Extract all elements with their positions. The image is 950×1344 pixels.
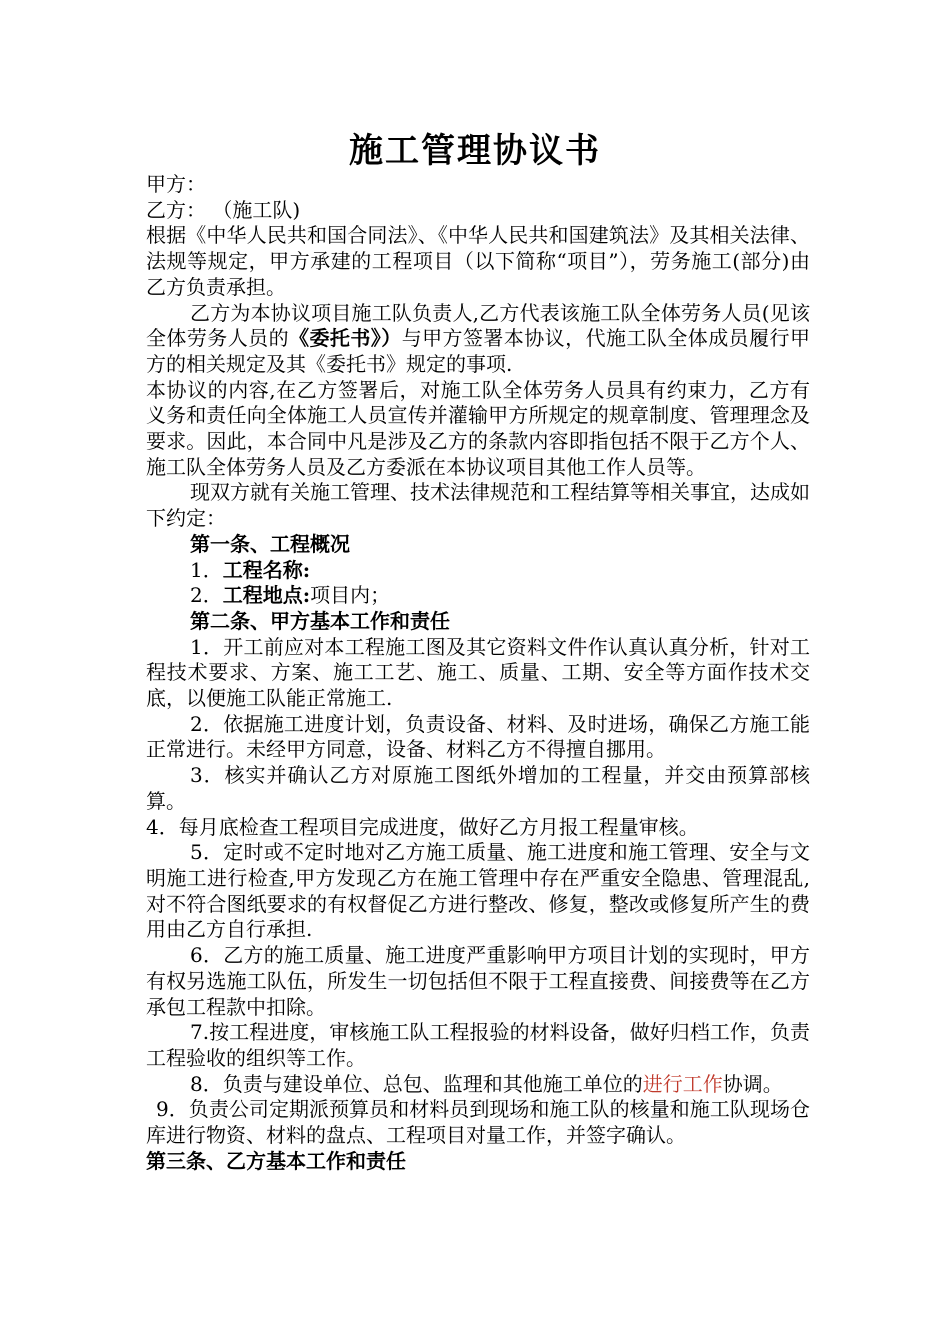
article-3-heading: 第三条、乙方基本工作和责任: [146, 1148, 406, 1173]
document-title: 施工管理协议书: [349, 131, 601, 171]
item-number: 1．: [190, 557, 223, 582]
representation-text-post: 与甲方签署本协议，代施工队全体成员履行甲方的相关规定及其《委托书》规定的事项.: [146, 326, 810, 376]
article-1-item-2: [146, 583, 810, 609]
item-8-text-pre: 8．负责与建设单位、总包、监理和其他施工单位的: [190, 1071, 643, 1096]
representation-text-bold: 《委托书》）: [289, 326, 402, 351]
agreement-paragraph: 现双方就有关施工管理、技术法律规范和工程结算等相关事宜，达成如下约定：: [146, 480, 810, 531]
project-location-label: 工程地点:: [222, 583, 311, 608]
article-2-item-6: 6．乙方的施工质量、施工进度严重影响甲方项目计划的实现时，甲方有权另选施工队伍，所发生一切包括但不限于工程直接费、间接费等在乙方承包工程款中扣除。: [146, 943, 810, 1019]
party-a-line: 甲方：: [146, 172, 206, 196]
article-2-item-4: 4．每月底检查工程项目完成进度，做好乙方月报工程量审核。: [146, 814, 699, 839]
article-1-item-1: [146, 558, 810, 584]
scope-paragraph: 本协议的内容,在乙方签署后，对施工队全体劳务人员具有约束力，乙方有义务和责任向全体施工人员宣传并灌输甲方所规定的规章制度、管理理念及要求。因此，本合同中凡是涉及乙方的条款内容即指包括不限于乙方个人、施工队全体劳务人员及乙方委派在本协议项目其他工作人员等。: [146, 377, 810, 479]
article-2-item-3: 3．核实并确认乙方对原施工图纸外增加的工程量，并交由预算部核算。: [146, 763, 810, 813]
document-body: [146, 172, 810, 1174]
item-number: 2．: [190, 583, 223, 608]
article-2-item-2: 2．依据施工进度计划，负责设备、材料、及时进场，确保乙方施工能正常进行。未经甲方同意，设备、材料乙方不得擅自挪用。: [146, 711, 810, 762]
article-2-item-8: [146, 1072, 810, 1098]
item-8-highlight: 进行工作: [642, 1071, 723, 1096]
representation-text-pre: 乙方为本协议项目施工队负责人,乙方代表该施工队全体劳务人员(见该全体劳务人员的: [146, 300, 810, 351]
article-2-heading: 第二条、甲方基本工作和责任: [190, 608, 450, 633]
party-b-representation-paragraph: [146, 301, 810, 378]
intro-paragraph: 根据《中华人民共和国合同法》、《中华人民共和国建筑法》及其相关法律、法规等规定，甲方承建的工程项目（以下简称“项目”），劳务施工(部分)由乙方负责承担。: [146, 223, 810, 299]
article-2-item-7: 7.按工程进度，审核施工队工程报验的材料设备，做好归档工作，负责工程验收的组织等工作。: [146, 1020, 810, 1070]
project-location-value: 项目内；: [310, 583, 391, 608]
article-2-item-1: 1．开工前应对本工程施工图及其它资料文件作认真认真分析，针对工程技术要求、方案、施工工艺、施工、质量、工期、安全等方面作技术交底，以便施工队能正常施工.: [146, 634, 810, 711]
article-2-item-9: 9．负责公司定期派预算员和材料员到现场和施工队的核量和施工队现场仓库进行物资、材料的盘点、工程项目对量工作，并签字确认。: [146, 1097, 810, 1148]
party-b-value: （施工队): [212, 197, 301, 222]
party-b-line: [146, 198, 810, 224]
item-8-text-post: 协调。: [722, 1071, 783, 1096]
party-b-label: 乙方：: [146, 197, 206, 222]
article-1-heading: 第一条、工程概况: [190, 531, 350, 556]
project-name-label: 工程名称:: [222, 557, 311, 582]
article-2-item-5: 5．定时或不定时地对乙方施工质量、施工进度和施工管理、安全与文明施工进行检查,甲方发现乙方在施工管理中存在严重安全隐患、管理混乱,对不符合图纸要求的有权督促乙方进行整改、修复，整改或修复所产生的费用由乙方自行承担.: [146, 840, 810, 942]
